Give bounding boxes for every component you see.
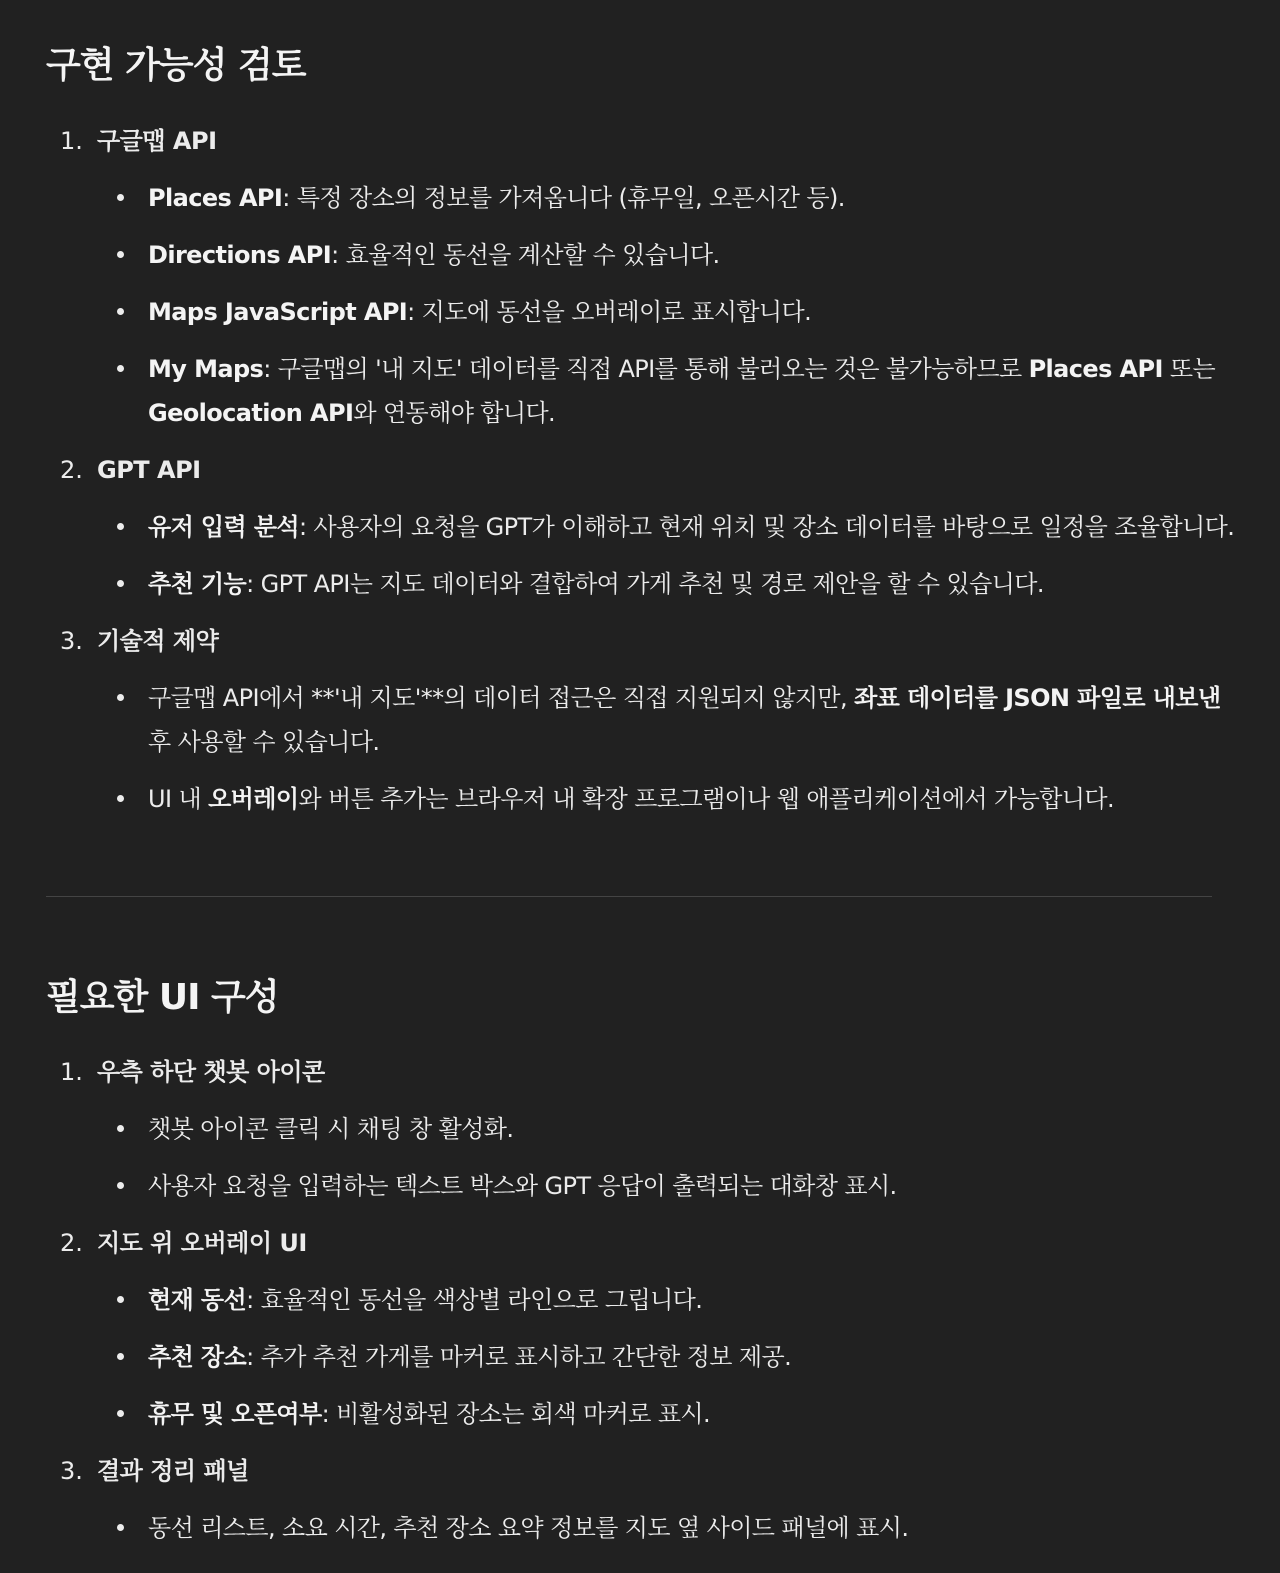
list-item [148,505,1234,549]
bullet-bold: 오버레이 [208,785,299,813]
item-title: 우측 하단 챗봇 아이콘 [97,1058,325,1086]
bullet-text: : 지도에 동선을 오버레이로 표시합니다. [407,298,812,326]
bullet-text: : 추가 추천 가게를 마커로 표시하고 간단한 정보 제공. [246,1343,792,1371]
list-item [148,1107,513,1151]
bullet-text: : GPT API는 지도 데이터와 결합하여 가게 추천 및 경로 제안을 할 수 있습니다. [246,570,1044,598]
bullet-text: 와 버튼 추가는 브라우저 내 확장 프로그램이나 웹 애플리케이션에서 가능합니다. [298,785,1114,813]
bullet-bold: Directions API [148,241,332,269]
list-item [148,1335,791,1379]
bullet-bold: 휴무 및 오픈여부 [148,1400,322,1428]
bullet-text: 또는 [1162,355,1216,383]
bullet-bold: Places API [148,184,283,212]
bullet-text: 동선 리스트, 소요 시간, 추천 장소 요약 정보를 지도 옆 사이드 패널에 표시. [148,1514,909,1542]
bullet-text: UI 내 [148,785,209,813]
list-item [148,1392,710,1436]
list-item [148,1278,702,1322]
bullet-text: : 구글맵의 '내 지도' 데이터를 직접 API를 통해 불러오는 것은 불가능하므로 [263,355,1029,383]
item-number: 3. [60,627,83,655]
bullet-text: : 사용자의 요청을 GPT가 이해하고 현재 위치 및 장소 데이터를 바탕으로 일정을 조율합니다. [299,513,1235,541]
bullet-text: : 효율적인 동선을 색상별 라인으로 그립니다. [246,1286,703,1314]
bullet-bold: Maps JavaScript API [148,298,408,326]
bullet-text: 후 사용할 수 있습니다. [148,728,380,756]
section-heading: 구현 가능성 검토 [46,45,306,86]
bullet-bold: 추천 기능 [148,570,247,598]
bullet-bold: 현재 동선 [148,1286,247,1314]
list-item [148,777,1114,821]
item-number: 2. [60,456,83,484]
item-number: 1. [60,1058,83,1086]
section-heading: 필요한 UI 구성 [46,977,279,1018]
bullet-text: 챗봇 아이콘 클릭 시 채팅 창 활성화. [148,1115,514,1143]
list-item [148,176,845,220]
bullet-text: : 특정 장소의 정보를 가져옵니다 (휴무일, 오픈시간 등). [282,184,845,212]
bullet-bold: Places API [1028,355,1163,383]
bullet-bold: My Maps [148,355,264,383]
bullet-text: : 비활성화된 장소는 회색 마커로 표시. [321,1400,711,1428]
bullet-text: : 효율적인 동선을 계산할 수 있습니다. [331,241,720,269]
item-title: 기술적 제약 [97,627,219,655]
list-item [148,1506,908,1550]
bullet-bold: Geolocation API [148,399,354,427]
item-title: 결과 정리 패널 [97,1457,249,1485]
bullet-text: 와 연동해야 합니다. [353,399,556,427]
list-item [148,347,1215,435]
item-number: 3. [60,1457,83,1485]
list-item [148,1164,897,1208]
item-title: 구글맵 API [97,127,217,155]
bullet-bold: 좌표 데이터를 JSON 파일로 내보낸 [854,684,1221,712]
list-item [148,233,720,277]
bullet-text: 사용자 요청을 입력하는 텍스트 박스와 GPT 응답이 출력되는 대화창 표시. [148,1172,897,1200]
item-title: 지도 위 오버레이 UI [97,1229,307,1257]
bullet-bold: 추천 장소 [148,1343,247,1371]
numbered-item [60,124,217,158]
numbered-item [60,453,201,487]
section-divider [46,896,1212,897]
numbered-item [60,624,218,658]
list-item [148,676,1220,764]
list-item [148,562,1044,606]
numbered-item [60,1226,307,1260]
numbered-item [60,1454,249,1488]
list-item [148,290,811,334]
bullet-text: 구글맵 API에서 **'내 지도'**의 데이터 접근은 직접 지원되지 않지만, [148,684,855,712]
numbered-item [60,1055,325,1089]
item-number: 2. [60,1229,83,1257]
item-title: GPT API [97,456,201,484]
item-number: 1. [60,127,83,155]
bullet-bold: 유저 입력 분석 [148,513,300,541]
